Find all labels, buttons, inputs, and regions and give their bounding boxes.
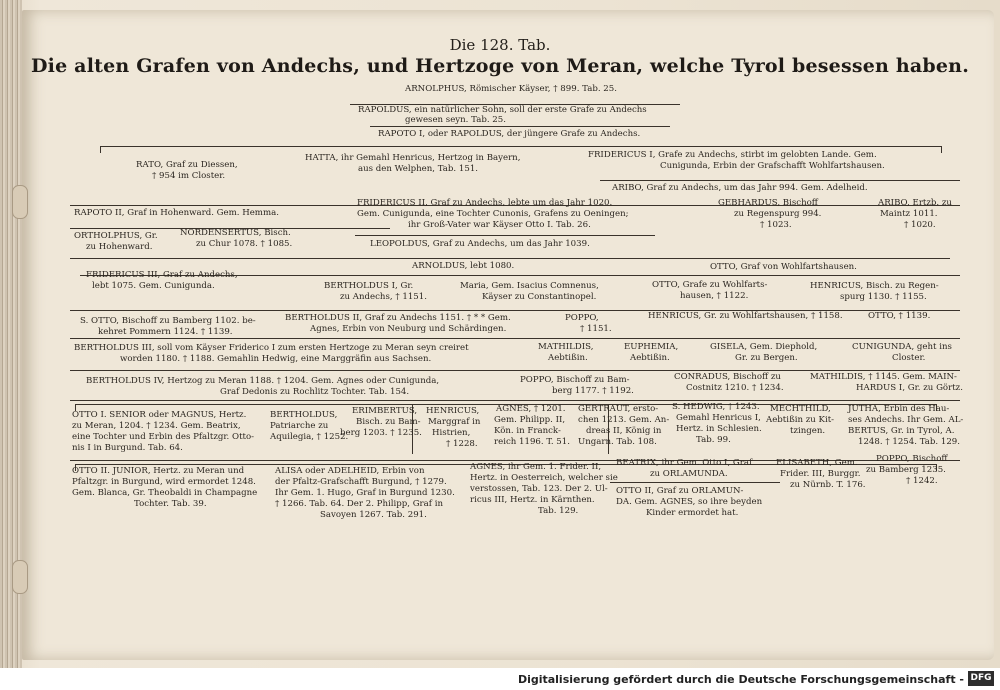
entry-henricus-marggraf-2: Marggraf in: [428, 417, 481, 427]
entry-hatta: HATTA, ihr Gemahl Henricus, Hertzog in Bayern,: [305, 153, 521, 163]
bookmark-tab: [12, 185, 28, 219]
entry-rapoldus-2: gewesen seyn. Tab. 25.: [405, 115, 506, 125]
entry-bertholdus-iv-2: Graf Dedonis zu Rochlitz Tochter. Tab. 154.: [220, 387, 410, 397]
entry-erimbertus-2: Bisch. zu Bam-: [356, 417, 421, 427]
entry-bertholdus-ii-2: Agnes, Erbin von Neuburg und Schärdingen.: [310, 324, 507, 334]
entry-beatrix: BEATRIX, ihr Gem. Otto I, Graf: [616, 458, 753, 468]
entry-gertraut-4: Ungarn. Tab. 108.: [578, 437, 657, 447]
entry-bertholdus-iii-2: worden 1180. † 1188. Gemahlin Hedwig, eine Marggräfin aus Sachsen.: [120, 354, 432, 364]
entry-jutha-3: BERTUS, Gr. in Tyrol, A.: [848, 426, 955, 436]
entry-otto-ii: OTTO II. JUNIOR, Hertz. zu Meran und: [72, 466, 245, 476]
entry-otto-i-2: zu Meran, 1204. † 1234. Gem. Beatrix,: [72, 421, 241, 431]
entry-agnes-4: reich 1196. T. 51.: [494, 437, 570, 447]
entry-alisa-2: der Pfaltz-Grafschafft Burgund, † 1279.: [275, 477, 447, 487]
entry-maria: Maria, Gem. Isacius Comnenus,: [460, 281, 599, 291]
entry-otto-i-3: eine Tochter und Erbin des Pfaltzgr. Otto-: [72, 432, 255, 442]
entry-ortholphus: ORTHOLPHUS, Gr.: [74, 231, 158, 241]
entry-arnolphus: ARNOLPHUS, Römischer Käyser, † 899. Tab. 25.: [405, 84, 617, 94]
entry-agnes-ii-3: verstossen, Tab. 123. Der 2. Ul-: [470, 484, 608, 494]
footer-bar: [0, 668, 1000, 690]
bookmark-tab: [12, 560, 28, 594]
entry-jutha-4: 1248. † 1254. Tab. 129.: [858, 437, 960, 447]
entry-gebhardus: GEBHARDUS, Bischoff: [718, 198, 818, 208]
entry-agnes-3: Kön. in Franck-: [494, 426, 561, 436]
entry-bertholdus-i-2: zu Andechs, † 1151.: [340, 292, 427, 302]
entry-alisa: ALISA oder ADELHEID, Erbin von: [275, 466, 425, 476]
entry-aribo-ertzb-2: Maintz 1011.: [880, 209, 938, 219]
entry-mathildis-2: Aebtißin.: [548, 353, 588, 363]
connector-line: [610, 482, 780, 483]
entry-fridericus-iii: FRIDERICUS III, Graf zu Andechs,: [86, 270, 238, 280]
entry-mechthild-3: tzingen.: [790, 426, 826, 436]
entry-gisela: GISELA, Gem. Diephold,: [710, 342, 818, 352]
entry-euphemia-2: Aebtißin.: [630, 353, 670, 363]
connector-line: [70, 338, 960, 339]
entry-hatta-2: aus den Welphen, Tab. 151.: [358, 164, 479, 174]
entry-s-hedwig-2: Gemahl Henricus I,: [676, 413, 761, 423]
entry-aribo-ertzb: ARIBO, Ertzb. zu: [878, 198, 952, 208]
entry-erimbertus: ERIMBERTUS,: [352, 406, 418, 416]
entry-conradus: CONRADUS, Bischoff zu: [674, 372, 781, 382]
entry-poppo-1242: POPPO, Bischoff: [876, 454, 948, 464]
entry-henricus-bisch: HENRICUS, Bisch. zu Regen-: [810, 281, 939, 291]
entry-bertholdus-patriarch-3: Aquilegia, † 1252.: [270, 432, 349, 442]
entry-agnes-ii-4: ricus III, Hertz. in Kärnthen.: [470, 495, 595, 505]
entry-arnoldus: ARNOLDUS, lebt 1080.: [412, 261, 515, 271]
entry-otto-i-4: nis I in Burgund. Tab. 64.: [72, 443, 183, 453]
entry-otto-ii-orlamunda-2: DA. Gem. AGNES, so ihre beyden: [616, 497, 763, 507]
connector-line: [600, 180, 960, 181]
entry-bertholdus-i: BERTHOLDUS I, Gr.: [324, 281, 414, 291]
entry-aribo-ertzb-3: † 1020.: [904, 220, 936, 230]
entry-agnes-2: Gem. Philipp. II,: [494, 415, 566, 425]
entry-alisa-5: Savoyen 1267. Tab. 291.: [320, 510, 427, 520]
entry-bertholdus-iv: BERTHOLDUS IV, Hertzog zu Meran 1188. † 1204. Gem. Agnes oder Cunigunda,: [86, 376, 440, 386]
entry-agnes-ii-5: Tab. 129.: [538, 506, 579, 516]
entry-otto-grafe: OTTO, Grafe zu Wohlfarts-: [652, 280, 768, 290]
entry-poppo-bisch-2: berg 1177. † 1192.: [552, 386, 634, 396]
entry-agnes-ii-2: Hertz. in Oesterreich, welcher sie: [470, 473, 618, 483]
entry-fridericus-i: FRIDERICUS I, Grafe zu Andechs, stirbt im gelobten Lande. Gem.: [588, 150, 877, 160]
entry-otto-wohlfartshausen: OTTO, Graf von Wohlfartshausen.: [710, 262, 857, 272]
entry-alisa-3: Ihr Gem. 1. Hugo, Graf in Burgund 1230.: [275, 488, 455, 498]
entry-gisela-2: Gr. zu Bergen.: [735, 353, 798, 363]
entry-s-hedwig-4: Tab. 99.: [696, 435, 731, 445]
entry-bertholdus-patriarch-2: Patriarche zu: [270, 421, 329, 431]
entry-gebhardus-2: zu Regenspurg 994.: [734, 209, 822, 219]
entry-erimbertus-3: berg 1203. † 1235.: [340, 428, 422, 438]
entry-henricus-marggraf-4: † 1228.: [446, 439, 478, 449]
entry-otto-i: OTTO I. SENIOR oder MAGNUS, Hertz.: [72, 410, 247, 420]
entry-henricus-bisch-2: spurg 1130. † 1155.: [840, 292, 927, 302]
entry-rapoto-ii: RAPOTO II, Graf in Hohenward. Gem. Hemma.: [74, 208, 279, 218]
entry-mechthild-2: Aebtißin zu Kit-: [766, 415, 835, 425]
entry-conradus-2: Costnitz 1210. † 1234.: [686, 383, 784, 393]
entry-poppo-1242-3: † 1242.: [906, 476, 938, 486]
entry-bertholdus-iii: BERTHOLDUS III, soll vom Käyser Friderico I zum ersten Hertzoge zu Meran seyn creiret: [74, 343, 469, 353]
entry-poppo-1242-2: zu Bamberg 1235.: [866, 465, 946, 475]
entry-elisabeth-2: Frider. III, Burggr.: [780, 469, 861, 479]
entry-fridericus-ii-3: ihr Groß-Vater war Käyser Otto I. Tab. 26.: [408, 220, 591, 230]
entry-agnes-ii: AGNES, ihr Gem. 1. Frider. II,: [470, 462, 602, 472]
entry-jutha: JUTHA, Erbin des Hau-: [848, 404, 950, 414]
entry-leopoldus: LEOPOLDUS, Graf zu Andechs, um das Jahr 1039.: [370, 239, 590, 249]
entry-mathildis-goertz-2: HARDUS I, Gr. zu Görtz.: [856, 383, 963, 393]
connector-line: [370, 126, 670, 127]
entry-mechthild: MECHTHILD,: [770, 404, 831, 414]
entry-s-otto: S. OTTO, Bischoff zu Bamberg 1102. be-: [80, 316, 256, 326]
entry-s-hedwig: S. HEDWIG, † 1243.: [672, 402, 760, 412]
entry-rapoldus: RAPOLDUS, ein natürlicher Sohn, soll der erste Grafe zu Andechs: [358, 105, 647, 115]
table-number: Die 128. Tab.: [449, 36, 551, 54]
entry-s-otto-2: kehret Pommern 1124. † 1139.: [98, 327, 233, 337]
entry-s-hedwig-3: Hertz. in Schlesien.: [676, 424, 762, 434]
entry-gertraut-2: chen 1213. Gem. An-: [578, 415, 670, 425]
entry-otto-ii-orlamunda-3: Kinder ermordet hat.: [646, 508, 739, 518]
connector-line: [70, 258, 950, 259]
entry-otto-ii-orlamunda: OTTO II, Graf zu ORLAMUN-: [616, 486, 744, 496]
entry-mathildis: MATHILDIS,: [538, 342, 594, 352]
entry-ortholphus-2: zu Hohenward.: [86, 242, 153, 252]
entry-agnes: AGNES, † 1201.: [496, 404, 566, 414]
entry-beatrix-2: zu ORLAMUNDA.: [650, 469, 728, 479]
entry-otto-1139: OTTO, † 1139.: [868, 311, 931, 321]
entry-jutha-2: ses Andechs. Ihr Gem. AL-: [848, 415, 964, 425]
page-title: Die alten Grafen von Andechs, und Hertzoge von Meran, welche Tyrol besessen haben.: [30, 55, 970, 77]
entry-bertholdus-patriarch: BERTHOLDUS,: [270, 410, 338, 420]
entry-otto-ii-2: Pfaltzgr. in Burgund, wird ermordet 1248.: [72, 477, 256, 487]
entry-henricus-marggraf-3: Histrien,: [432, 428, 471, 438]
entry-poppo-2: † 1151.: [580, 324, 612, 334]
entry-gertraut-3: dreas II, König in: [586, 426, 662, 436]
entry-henricus-marggraf: HENRICUS,: [426, 406, 480, 416]
entry-mathildis-goertz: MATHILDIS, † 1145. Gem. MAIN-: [810, 372, 957, 382]
entry-maria-2: Käyser zu Constantinopel.: [482, 292, 597, 302]
entry-elisabeth: ELISABETH, Gem.: [776, 458, 858, 468]
entry-gertraut: GERTRAUT, ersto-: [578, 404, 659, 414]
entry-alisa-4: † 1266. Tab. 64. Der 2. Philipp, Graf in: [275, 499, 443, 509]
entry-rato-2: † 954 im Closter.: [152, 171, 226, 181]
entry-otto-ii-3: Gem. Blanca, Gr. Theobaldi in Champagne: [72, 488, 258, 498]
entry-poppo-bisch: POPPO, Bischoff zu Bam-: [520, 375, 630, 385]
entry-nordensertus-2: zu Chur 1078. † 1085.: [196, 239, 293, 249]
entry-henricus-gr: HENRICUS, Gr. zu Wohlfartshausen, † 1158.: [648, 311, 843, 321]
entry-gebhardus-3: † 1023.: [760, 220, 792, 230]
entry-aribo: ARIBO, Graf zu Andechs, um das Jahr 994. Gem. Adelheid.: [612, 183, 868, 193]
entry-euphemia: EUPHEMIA,: [624, 342, 679, 352]
entry-elisabeth-3: zu Nürnb. T. 176.: [790, 480, 866, 490]
entry-cunigunda: CUNIGUNDA, geht ins: [852, 342, 952, 352]
connector-line: [355, 235, 655, 236]
entry-poppo: POPPO,: [565, 313, 599, 323]
entry-fridericus-iii-2: lebt 1075. Gem. Cunigunda.: [92, 281, 215, 291]
dfg-logo: DFG: [968, 671, 994, 686]
entry-rato: RATO, Graf zu Diessen,: [136, 160, 238, 170]
entry-cunigunda-2: Closter.: [892, 353, 926, 363]
entry-nordensertus: NORDENSERTUS, Bisch.: [180, 228, 291, 238]
entry-fridericus-ii-2: Gem. Cunigunda, eine Tochter Cunonis, Grafens zu Oeningen;: [357, 209, 629, 219]
entry-bertholdus-ii: BERTHOLDUS II, Graf zu Andechs 1151. † * * Gem.: [285, 313, 511, 323]
entry-otto-ii-4: Tochter. Tab. 39.: [134, 499, 207, 509]
entry-fridericus-ii: FRIDERICUS II, Graf zu Andechs, lebte um das Jahr 1020.: [357, 198, 613, 208]
entry-fridericus-i-2: Cunigunda, Erbin der Grafschafft Wohlfartshausen.: [660, 161, 885, 171]
entry-rapoto-i: RAPOTO I, oder RAPOLDUS, der jüngere Grafe zu Andechs.: [378, 129, 641, 139]
footer-credit: Digitalisierung gefördert durch die Deutsche Forschungsgemeinschaft -: [517, 673, 964, 686]
entry-otto-grafe-2: hausen, † 1122.: [680, 291, 749, 301]
connector-line: [70, 400, 960, 401]
